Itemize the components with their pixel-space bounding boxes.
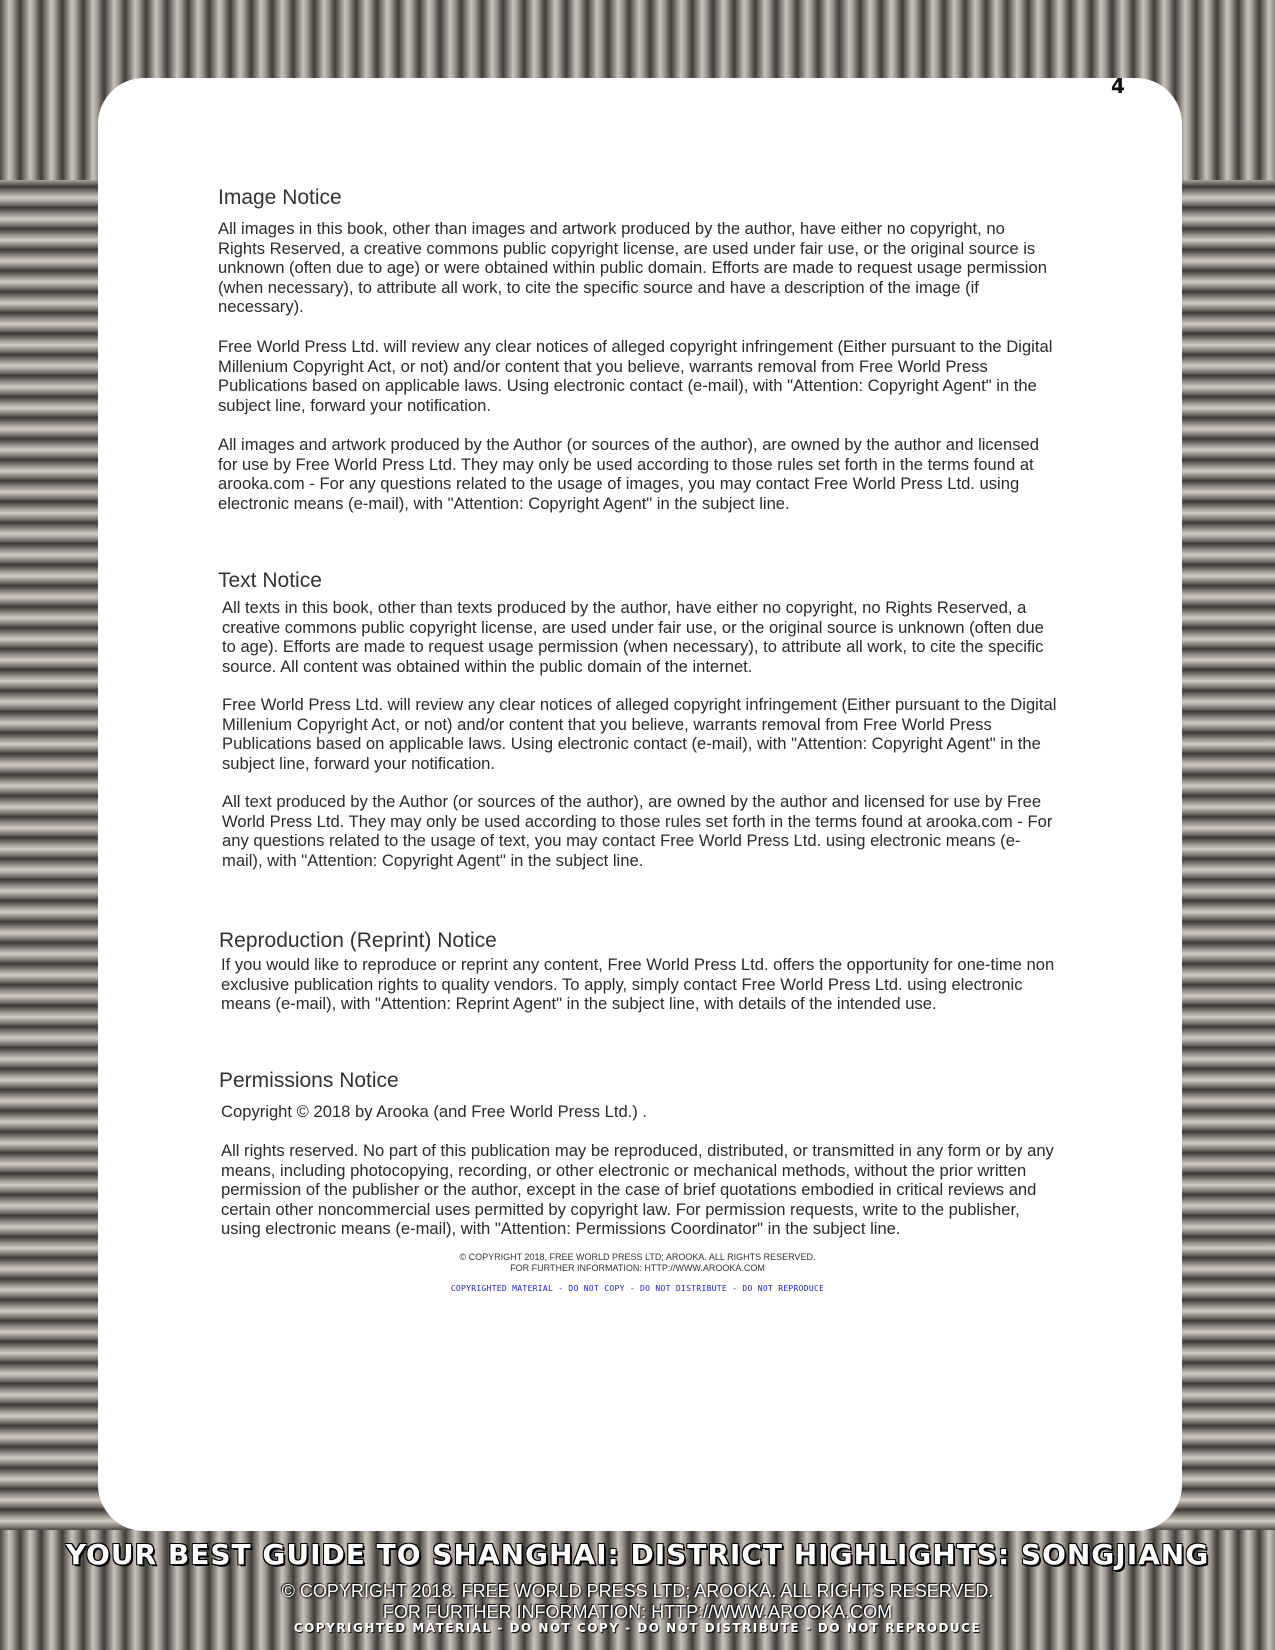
reproduction-notice-paragraph: If you would like to reproduce or reprint any content, Free World Press Ltd. offers the opportunity for one-time non exclusive publication rights to quality vendors. To apply, simply contact Free World Press Ltd. using electronic means (e-mail), with "Attention: Reprint Agent" in the subject line, with details of the intended use. bbox=[221, 955, 1055, 1014]
footer-warning: COPYRIGHTED MATERIAL - DO NOT COPY - DO NOT DISTRIBUTE - DO NOT REPRODUCE bbox=[293, 1621, 982, 1635]
text-notice-paragraph-1: All texts in this book, other than texts produced by the author, have either no copyright, no Rights Reserved, a creative commons public copyright license, are used under fair use, or the original source is unknown (often due to age). Efforts are made to request usage permission (when necessary), to attribute all work, to cite the specific source. All content was obtained within the public domain of the internet. bbox=[222, 598, 1044, 676]
page-number: 4 bbox=[1111, 74, 1125, 98]
book-title: YOUR BEST GUIDE TO SHANGHAI: DISTRICT HIGHLIGHTS: SONGJIANG bbox=[65, 1538, 1210, 1571]
inner-copyright-warning: COPYRIGHTED MATERIAL - DO NOT COPY - DO NOT DISTRIBUTE - DO NOT REPRODUCE bbox=[450, 1284, 825, 1293]
inner-copyright-line-1: © COPYRIGHT 2018, FREE WORLD PRESS LTD; AROOKA. ALL RIGHTS RESERVED. bbox=[459, 1252, 816, 1262]
reproduction-notice-heading: Reproduction (Reprint) Notice bbox=[219, 929, 497, 952]
image-notice-paragraph-2: Free World Press Ltd. will review any clear notices of alleged copyright infringement (Either pursuant to the Digital Millenium Copyright Act, or not) and/or content that you believe, warrants removal from Free World Press Publications based on applicable laws. Using electronic contact (e-mail), with "Attention: Copyright Agent" in the subject line, forward your notification. bbox=[218, 337, 1053, 415]
text-notice-paragraph-3: All text produced by the Author (or sources of the author), are owned by the author and licensed for use by Free World Press Ltd. They may only be used according to those rules set forth in the terms found at arooka.com - For any questions related to the usage of text, you may contact Free World Press Ltd. using electronic means (e-mail), with "Attention: Copyright Agent" in the subject line. bbox=[222, 792, 1053, 870]
footer-copyright: © COPYRIGHT 2018. FREE WORLD PRESS LTD; AROOKA. ALL RIGHTS RESERVED. bbox=[281, 1581, 994, 1601]
text-notice-heading: Text Notice bbox=[218, 569, 322, 592]
permissions-notice-paragraph: All rights reserved. No part of this publication may be reproduced, distributed, or transmitted in any form or by any means, including photocopying, recording, or other electronic or mechanical methods, without the prior written permission of the publisher or the author, except in the case of brief quotations embodied in critical reviews and certain other noncommercial uses permitted by copyright law. For permission requests, write to the publisher, using electronic means (e-mail), with "Attention: Permissions Coordinator" in the subject line. bbox=[221, 1141, 1054, 1239]
permissions-notice-heading: Permissions Notice bbox=[219, 1069, 399, 1092]
text-notice-paragraph-2: Free World Press Ltd. will review any clear notices of alleged copyright infringement (Either pursuant to the Digital Millenium Copyright Act, or not) and/or content that you believe, warrants removal from Free World Press Publications based on applicable laws. Using electronic contact (e-mail), with "Attention: Copyright Agent" in the subject line, forward your notification. bbox=[222, 695, 1057, 773]
permissions-notice-copyright-line: Copyright © 2018 by Arooka (and Free World Press Ltd.) . bbox=[221, 1102, 648, 1121]
image-notice-paragraph-1: All images in this book, other than images and artwork produced by the author, have either no copyright, no Rights Reserved, a creative commons public copyright license, are used under fair use, or the original source is unknown (often due to age) or were obtained within public domain. Efforts are made to request usage permission (when necessary), to attribute all work, to cite the specific source and have a description of the image (if necessary). bbox=[218, 219, 1047, 317]
image-notice-heading: Image Notice bbox=[218, 186, 342, 209]
footer-info: FOR FURTHER INFORMATION: HTTP://WWW.AROOKA.COM bbox=[382, 1602, 893, 1622]
image-notice-paragraph-3: All images and artwork produced by the Author (or sources of the author), are owned by the author and licensed for use by Free World Press Ltd. They may only be used according to those rules set forth in the terms found at arooka.com - For any questions related to the usage of images, you may contact Free World Press Ltd. using electronic means (e-mail), with "Attention: Copyright Agent" in the subject line. bbox=[218, 435, 1039, 513]
inner-copyright-line-2: FOR FURTHER INFORMATION: HTTP://WWW.AROOKA.COM bbox=[510, 1263, 765, 1273]
